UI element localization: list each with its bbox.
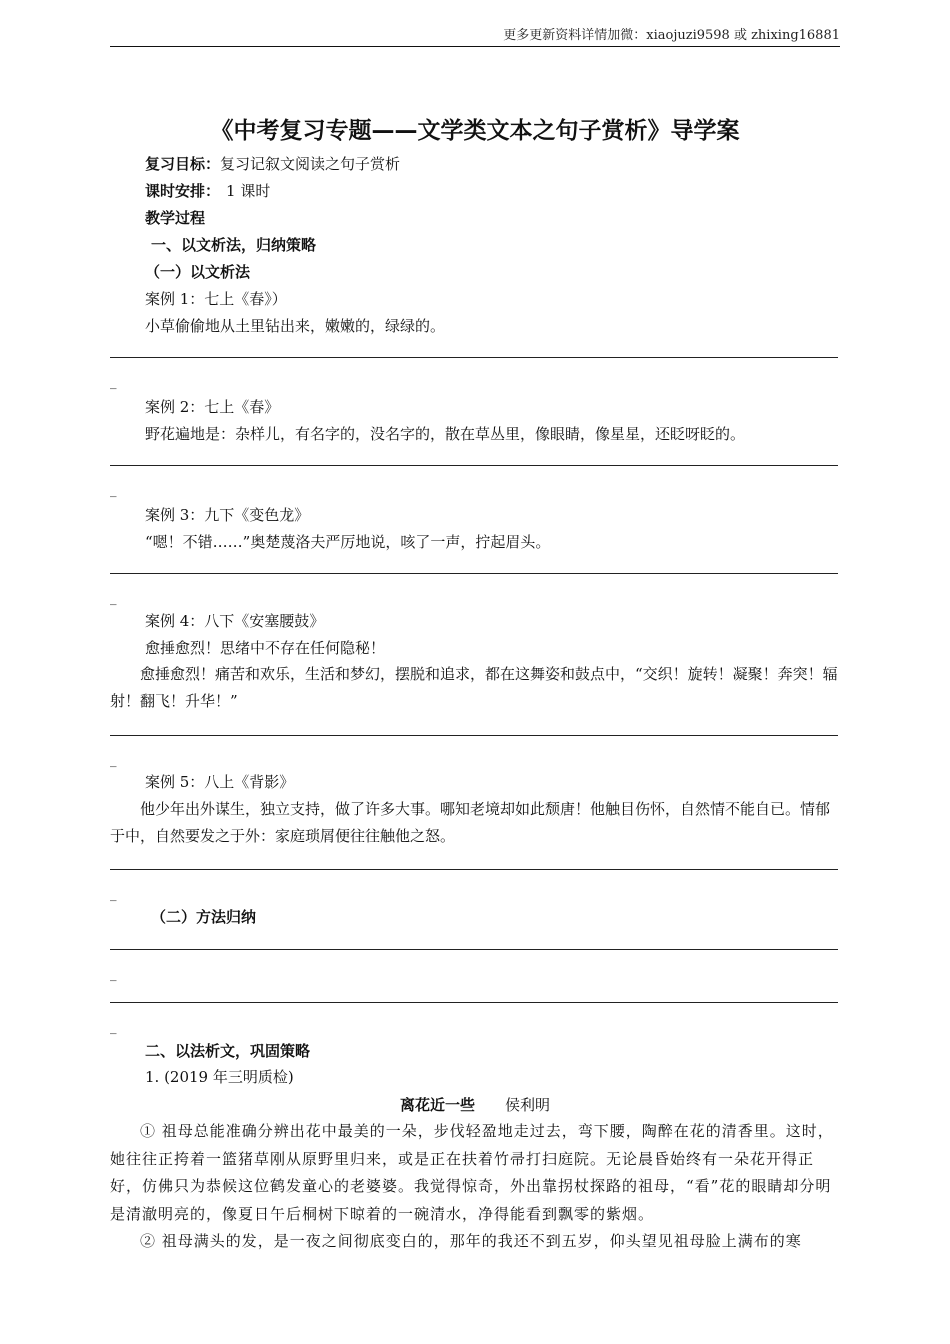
article-title-line	[0, 1092, 950, 1119]
dash-mark: _	[110, 1020, 117, 1035]
article-title: 离花近一些	[399, 1096, 475, 1114]
answer-line[interactable]	[110, 357, 838, 358]
schedule-text: 1 课时	[226, 182, 271, 200]
case-5-text: 他少年出外谋生，独立支持，做了许多大事。哪知老境却如此颓唐！他触目伤怀，自然情不能自已。情郁于中，自然要发之于外：家庭琐屑便往往触他之怒。	[110, 800, 831, 845]
article-author: 侯利明	[505, 1096, 551, 1114]
answer-line[interactable]	[110, 869, 838, 870]
case-4-text-2: 愈捶愈烈！痛苦和欢乐，生活和梦幻，摆脱和追求，都在这舞姿和鼓点中，“交织！旋转！凝聚！奔突！辐射！翻飞！升华！”	[110, 665, 838, 710]
case-4-text-1: 愈捶愈烈！思绪中不存在任何隐秘！	[145, 639, 386, 657]
case-4-label: 案例 4：八下《安塞腰鼓》	[145, 612, 325, 630]
dash-mark: _	[110, 753, 117, 768]
section1-sub1: （一）以文析法	[145, 263, 251, 281]
schedule-line	[145, 178, 270, 205]
answer-line[interactable]	[110, 735, 838, 736]
article-paragraph-1: ① 祖母总能准确分辨出花中最美的一朵，步伐轻盈地走过去，弯下腰，陶醉在花的清香里。这时，她往往正挎着一篮猪草刚从原野里归来，或是正在扶着竹帚打扫庭院。无论晨昏始终有一朵花开得正好，仿佛只为恭候这位鹤发童心的老婆婆。我觉得惊奇，外出靠拐杖探路的祖母，“看”花的眼睛却分明是清澈明亮的，像夏日午后桐树下晾着的一碗清水，净得能看到飘零的紫烟。	[110, 1122, 834, 1223]
dash-mark: _	[110, 483, 117, 498]
goal-label: 复习目标：	[145, 155, 221, 173]
dash-mark: _	[110, 591, 117, 606]
goal-line	[145, 151, 400, 178]
page-header-note: 更多更新资料详情加微：xiaojuzi9598 或 zhixing16881	[110, 26, 840, 47]
case-3-label: 案例 3：九下《变色龙》	[145, 506, 310, 524]
document-title: 《中考复习专题——文学类文本之句子赏析》导学案	[210, 118, 740, 144]
dash-mark: _	[110, 967, 117, 982]
article-paragraph-2: ② 祖母满头的发，是一夜之间彻底变白的，那年的我还不到五岁，仰头望见祖母脸上满布的寒	[140, 1232, 802, 1250]
answer-line[interactable]	[110, 465, 838, 466]
case-5-label: 案例 5：八上《背影》	[145, 773, 295, 791]
case-2-label: 案例 2：七上《春》	[145, 398, 280, 416]
answer-line[interactable]	[110, 573, 838, 574]
dash-mark: _	[110, 375, 117, 390]
case-2-text: 野花遍地是：杂样儿，有名字的，没名字的，散在草丛里，像眼睛，像星星，还眨呀眨的。	[145, 425, 746, 443]
goal-text: 复习记叙文阅读之句子赏析	[220, 155, 401, 173]
question-1-source: 1. (2019 年三明质检)	[145, 1068, 294, 1086]
section2-heading: 二、以法析文，巩固策略	[145, 1042, 311, 1060]
process-label: 教学过程	[145, 209, 206, 227]
schedule-label: 课时安排：	[145, 182, 221, 200]
dash-mark: _	[110, 887, 117, 902]
answer-line[interactable]	[110, 949, 838, 950]
case-1-text: 小草偷偷地从土里钻出来，嫩嫩的，绿绿的。	[145, 317, 446, 335]
case-1-label: 案例 1：七上《春》）	[145, 290, 287, 308]
case-3-text: “嗯！不错……”奥楚蔑洛夫严厉地说，咳了一声，拧起眉头。	[145, 533, 551, 551]
section1-heading: 一、以文析法，归纳策略	[151, 236, 317, 254]
answer-line[interactable]	[110, 1002, 838, 1003]
section1-sub2: （二）方法归纳	[151, 908, 257, 926]
